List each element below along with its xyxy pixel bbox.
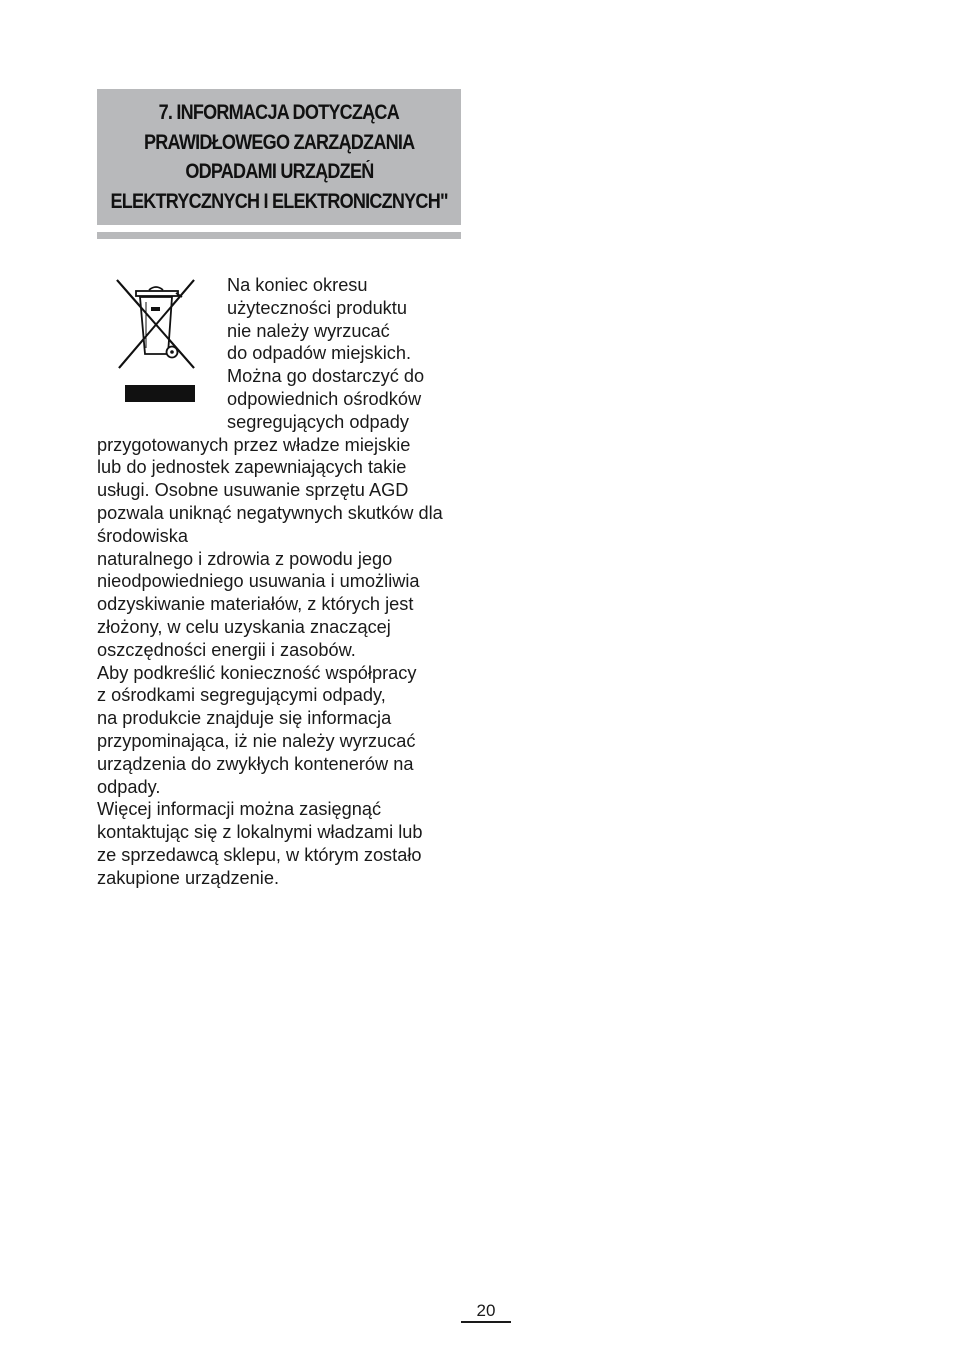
text-line: oszczędności energii i zasobów. [97, 639, 356, 660]
text-line: Aby podkreślić konieczność współpracy [97, 662, 417, 683]
text-line: odpowiednich ośrodków [227, 388, 422, 409]
text-line: kontaktując się z lokalnymi władzami lub [97, 822, 423, 843]
text-line: usługi. Osobne usuwanie sprzętu AGD [97, 480, 409, 501]
heading-divider [97, 232, 461, 239]
text-line: Więcej informacji można zasięgnąć [97, 799, 382, 820]
text-line: nie należy wyrzucać [227, 320, 390, 341]
heading-line: PRAWIDŁOWEGO ZARZĄDZANIA [143, 130, 415, 154]
text-line: nieodpowiedniego usuwania i umożliwia [97, 571, 420, 592]
text-line: z ośrodkami segregującymi odpady, [97, 685, 386, 706]
text-line: do odpadów miejskich. [227, 343, 411, 364]
page-number-underline [461, 1321, 511, 1323]
text-line: na produkcie znajduje się informacja [97, 708, 392, 729]
heading-line: ELEKTRYCZNYCH I ELEKTRONICZNYCH" [110, 189, 448, 213]
text-line: odpady. [97, 776, 161, 797]
text-line: pozwala uniknąć negatywnych skutków dla [97, 502, 443, 523]
heading-line: ODPADAMI URZĄDZEŃ [184, 160, 374, 183]
text-line: odzyskiwanie materiałów, z których jest [97, 594, 414, 615]
text-line: naturalnego i zdrowia z powodu jego [97, 548, 393, 569]
text-line: przygotowanych przez władze miejskie [97, 434, 411, 455]
heading-line: 7. INFORMACJA DOTYCZĄCA [158, 101, 400, 124]
text-line: Na koniec okresu [227, 275, 368, 295]
text-line: segregujących odpady [227, 411, 409, 432]
disposal-info-paragraph [97, 274, 467, 890]
text-line: ze sprzedawcą sklepu, w którym zostało [97, 844, 422, 865]
page-number: 20 [476, 1301, 496, 1320]
text-line: środowiska [97, 525, 188, 546]
text-line: urządzenia do zwykłych kontenerów na [97, 753, 414, 774]
text-line: przypominająca, iż nie należy wyrzucać [97, 730, 416, 751]
text-line: zakupione urządzenie. [97, 867, 279, 888]
text-line: złożony, w celu uzyskania znaczącej [97, 616, 391, 637]
section-heading [97, 89, 461, 225]
text-line: lub do jednostek zapewniających takie [97, 457, 407, 478]
text-line: użyteczności produktu [227, 297, 407, 318]
text-line: Można go dostarczyć do [227, 366, 425, 387]
